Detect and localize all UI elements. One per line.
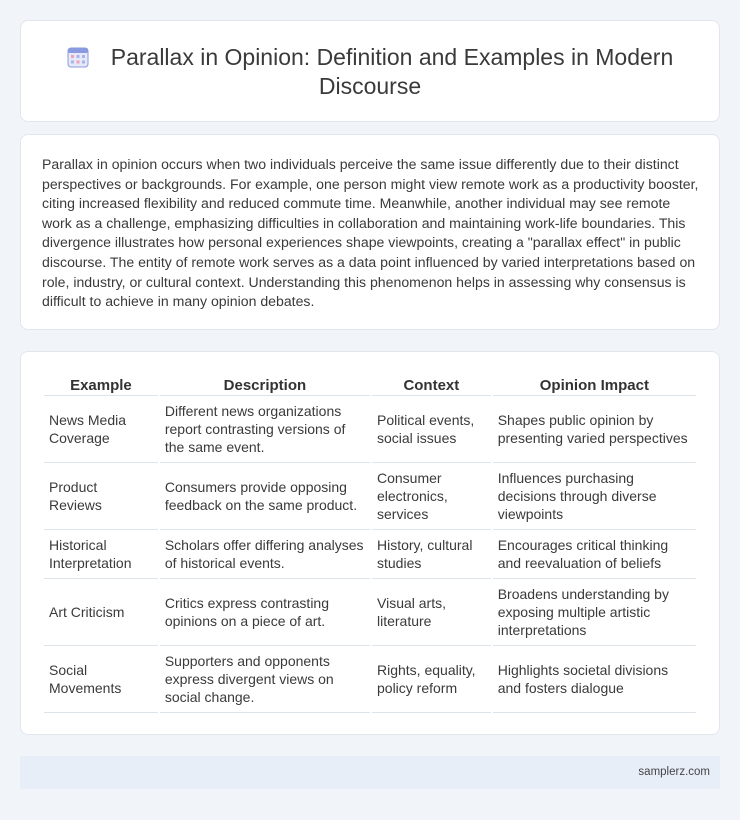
title-card [20, 20, 720, 122]
description-paragraph: Parallax in opinion occurs when two individuals perceive the same issue differently due to their distinct perspectives or backgrounds. For example, one person might view remote work as a productivity booster, citing increased flexibility and reduced commute time. Meanwhile, another individual may see remote work as a challenge, emphasizing difficulties in collaboration and maintaining work-life boundaries. This divergence illustrates how personal experiences shape viewpoints, creating a "parallax effect" in public discourse. The entity of remote work serves as a data point influenced by varied interpretations based on role, industry, or cultural context. Understanding this phenomenon helps in assessing why consensus is difficult to achieve in many opinion debates. [42, 156, 699, 310]
cell-example: News Media Coverage [44, 396, 158, 463]
cell-impact: Shapes public opinion by presenting varied perspectives [493, 396, 696, 463]
cell-example: Historical Interpretation [44, 530, 158, 579]
header-context: Context [372, 374, 491, 396]
cell-impact: Encourages critical thinking and reevaluation of beliefs [493, 530, 696, 579]
header-description: Description [160, 374, 370, 396]
table-row [44, 646, 696, 713]
cell-description: Scholars offer differing analyses of historical events. [160, 530, 370, 579]
footer-site-link[interactable]: samplerz.com [638, 766, 710, 778]
cell-context: Visual arts, literature [372, 579, 491, 646]
cell-context: Consumer electronics, services [372, 463, 491, 530]
table-row [44, 579, 696, 646]
table-header-row [44, 374, 696, 396]
description-card [20, 134, 720, 330]
cell-example: Art Criticism [44, 579, 158, 646]
footer [20, 756, 720, 789]
cell-context: History, cultural studies [372, 530, 491, 579]
cell-impact: Influences purchasing decisions through diverse viewpoints [493, 463, 696, 530]
table-row [44, 396, 696, 463]
examples-table [42, 374, 698, 713]
cell-impact: Highlights societal divisions and fosters dialogue [493, 646, 696, 713]
cell-example: Social Movements [44, 646, 158, 713]
page-title-text: Parallax in Opinion: Definition and Examples in Modern Discourse [110, 44, 674, 99]
cell-description: Supporters and opponents express divergent views on social change. [160, 646, 370, 713]
cell-description: Different news organizations report contrasting versions of the same event. [160, 396, 370, 463]
page-title [21, 43, 719, 101]
header-opinion-impact: Opinion Impact [493, 374, 696, 396]
cell-example: Product Reviews [44, 463, 158, 530]
cell-impact: Broadens understanding by exposing multiple artistic interpretations [493, 579, 696, 646]
calendar-grid-icon [67, 46, 89, 68]
header-example: Example [44, 374, 158, 396]
cell-context: Political events, social issues [372, 396, 491, 463]
table-row [44, 530, 696, 579]
cell-context: Rights, equality, policy reform [372, 646, 491, 713]
cell-description: Consumers provide opposing feedback on the same product. [160, 463, 370, 530]
cell-description: Critics express contrasting opinions on a piece of art. [160, 579, 370, 646]
examples-table-card [20, 351, 720, 735]
table-row [44, 463, 696, 530]
